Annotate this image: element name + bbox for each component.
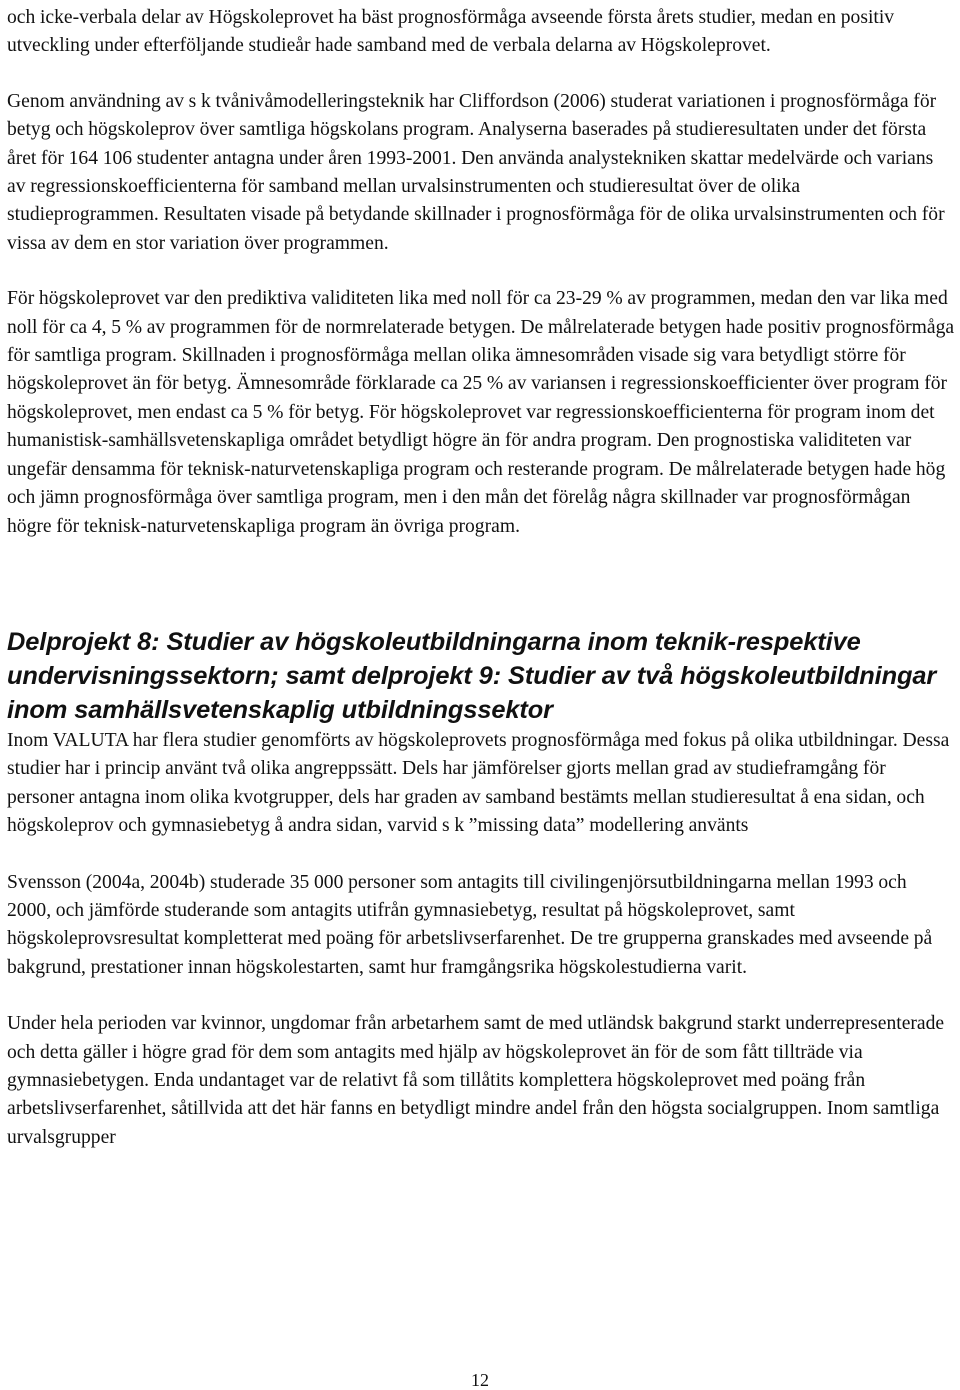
paragraph-3: För högskoleprovet var den prediktiva validiteten lika med noll för ca 23-29 % av programmen, medan den var lika med noll för ca 4, 5 % av programmen för de normrelaterade betygen. De målrelaterade betygen hade positiv prognosförmåga för samtliga program. Skillnaden i prognosförmåga mellan olika ämnesområden visade sig vara betydligt större för högskoleprovet än för betyg. Ämnesområde förklarade ca 25 % av variansen i regressionskoefficienter över program för högskoleprovet, men endast ca 5 % för betyg. För högskoleprovet var regressionskoefficienterna för program inom det humanistisk-samhällsvetenskapliga området betydligt högre än för andra program. Den prognostiska validiteten var ungefär densamma för teknisk-naturvetenskapliga program och resterande program. De målrelaterade betygen hade hög och jämn prognosförmåga över samtliga program, men i den mån det förelåg några skillnader var prognosförmågan högre för teknisk-naturvetenskapliga program än övriga program. [7,288,955,537]
page-number: 12 [471,1370,489,1390]
paragraph-4: Inom VALUTA har flera studier genomförts av högskoleprovets prognosförmåga med fokus på olika utbildningar. Dessa studier har i princip använt två olika angreppssätt. Dels har jämförelser gjorts mellan grad av studieframgång för personer antagna inom olika kvotgrupper, dels har graden av samband bestämts mellan studieresultat å ena sidan, och högskoleprov och gymnasiebetyg å andra sidan, varvid s k ”missing data” modellering använts [7,729,950,837]
section-heading: Delprojekt 8: Studier av högskoleutbildningarna inom teknik-respektive undervisningssektorn; samt delprojekt 9: Studier av två högskoleutbildningar inom samhällsvetenskaplig utbildningssektor [7,627,937,724]
paragraph-1: och icke-verbala delar av Högskoleprovet ha bäst prognosförmåga avseende första årets studier, medan en positiv utveckling under efterföljande studieår hade samband med de verbala delarna av Högskoleprovet. [7,7,895,57]
paragraph-5: Svensson (2004a, 2004b) studerade 35 000 personer som antagits till civilingenjörsutbildningarna mellan 1993 och 2000, och jämförde studerande som antagits utifrån gymnasiebetyg, resultat på högskoleprovet, samt högskoleprovsresultat kompletterat med poäng för arbetslivserfarenhet. De tre grupperna granskades med avseende på bakgrund, prestationer innan högskolestarten, samt hur framgångsrika högskolestudierna varit. [7,871,933,978]
paragraph-2: Genom användning av s k tvånivåmodelleringsteknik har Cliffordson (2006) studerat variationen i prognosförmåga för betyg och högskoleprov över samtliga högskolans program. Analyserna baserades på studieresultaten under det första året för 164 106 studenter antagna under åren 1993-2001. Den använda analystekniken skattar medelvärde och varians av regressionskoefficienterna för samband mellan urvalsinstrumenten och studieresultat över de olika studieprogrammen. Resultaten visade på betydande skillnader i prognosförmåga för de olika urvalsinstrumenten och för vissa av dem en stor variation över programmen. [7,90,945,254]
document-page [7,0,955,1152]
paragraph-6: Under hela perioden var kvinnor, ungdomar från arbetarhem samt de med utländsk bakgrund starkt underrepresenterade och detta gäller i högre grad för dem som antagits med hjälp av högskoleprovet än för de som fått tillträde via gymnasiebetygen. Enda undantaget var de relativt få som tillåtits komplettera högskoleprovet med poäng från arbetslivserfarenhet, såtillvida att det här fanns en betydligt mindre andel från den högsta socialgruppen. Inom samtliga urvalsgrupper [7,1013,945,1148]
